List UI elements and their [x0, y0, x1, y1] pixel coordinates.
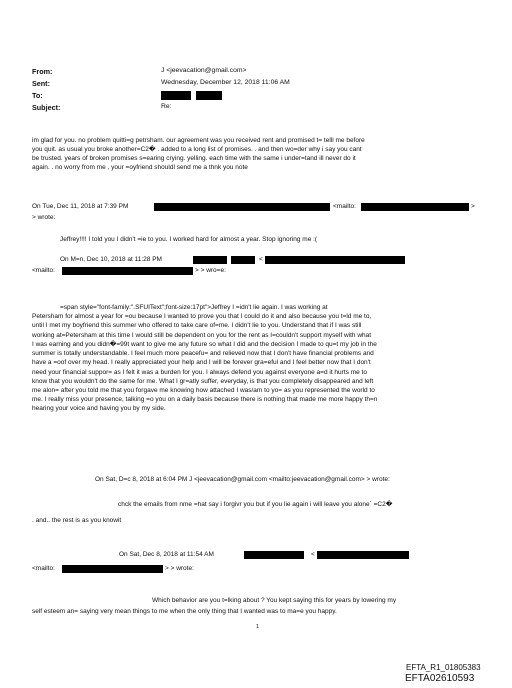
reply-lt: <: [259, 256, 263, 263]
reply-header: On Tue, Dec 11, 2018 at 7:39 PM: [32, 203, 129, 210]
reply-text: . and.. the rest is as you knowit: [32, 517, 122, 524]
paragraph-line: =span style="font-family:".SFUIText";font-size:17pt">Jeffrey I =idn't lie again. I was working at: [60, 304, 328, 311]
reply-header: On M=n, Dec 10, 2018 at 11:28 PM: [60, 256, 162, 263]
redaction-box: [231, 256, 255, 264]
redaction-box: [244, 551, 304, 559]
sent-value: Wednesday, December 12, 2018 11:06 AM: [161, 79, 290, 86]
paragraph-line: Which behavior are you t=lking about ? You kept saying this for years by lowering my: [152, 597, 397, 604]
redaction-box: [317, 551, 409, 559]
redaction-box: [361, 203, 469, 211]
reply-header: On Sat, Dec 8, 2018 at 11:54 AM: [119, 551, 214, 558]
paragraph-line: until I met my boyfriend this summer who offered to take care of=me. I didn't lie to you. Understand that if I was still: [32, 322, 362, 330]
message-paragraph: [32, 303, 377, 414]
body-line: again. . no worry from me , your =oyfriend shouldl send me a thnk you note: [32, 164, 248, 172]
redaction-box: [154, 203, 330, 211]
reply-header: On Sat, D=c 8, 2018 at 6:04 PM J <jeevacation@gmail.com <mailto:jeevacation@gmail.com> > wrote:: [95, 476, 390, 483]
body-line: be trusted. years of broken promises s=earing crying. yelling. each time with the same i under=tand ill never do it: [32, 155, 356, 163]
paragraph-line: I was earning and you didn�=99t want to give me any future so what I did and the decision I made to qu=t my job in the: [32, 340, 377, 348]
reply-lt: <: [311, 551, 315, 558]
redaction-box: [265, 256, 405, 264]
reply-mailto: <mailto:: [32, 267, 55, 274]
paragraph-line: know that you wouldn't do the same for me. What I gr=atly suffer, everyday, is that you completely disappeared and left: [32, 377, 374, 385]
redaction-box: [196, 91, 222, 100]
to-label: To:: [32, 91, 43, 100]
paragraph-line: need your financial suppor= as I felt it was a burden for you. I always defend you against everyone a=d it hurts me to: [32, 368, 367, 376]
page-number: 1: [256, 624, 260, 630]
reply-text: Jeffrey!!!! I told you I didn't =ie to you. I worked hard for almost a year. Stop ignoring me :(: [60, 236, 318, 243]
reply-wrote: > > wro=e:: [195, 267, 226, 274]
body-line: you quit. as usual you broke another=C2� . added to a long list of promises. . and then wo=der why i say you cant: [32, 146, 362, 154]
sent-label: Sent:: [32, 79, 50, 88]
bates-number: EFTA02610593: [405, 673, 475, 684]
paragraph-line: hearing your voice and having you by my side.: [32, 405, 166, 413]
subject-label: Subject:: [32, 103, 61, 112]
redaction-box: [193, 256, 227, 264]
bates-number-secondary: EFTA_R1_01805383: [406, 663, 481, 672]
from-label: From:: [32, 67, 53, 76]
redaction-box: [161, 91, 191, 100]
from-value: J <jeevacation@gmail.com>: [161, 67, 247, 74]
paragraph-line: self esteem an= saying very mean things to me when the only thing that I wanted was to ma=e you happy.: [32, 608, 337, 615]
paragraph-line: me. I really miss your presence, talking =o you on a daily basis because there is nothing that made me more happy th=n: [32, 396, 378, 404]
reply-wrote: > > wrote:: [165, 565, 194, 572]
reply-end: >: [471, 203, 475, 210]
paragraph-line: me alon= after you told me that you forgave me knowing how attached I was/am to yo= as you represented the world to: [32, 386, 375, 394]
redaction-box: [62, 565, 163, 573]
reply-mailto: <mailto:: [333, 203, 356, 210]
redaction-box: [62, 267, 193, 275]
paragraph-line: Petersham for almost a year for =ou because I wanted to prove you that I could do it and also because you t=ld me to,: [32, 313, 372, 321]
subject-value: Re:: [161, 103, 172, 110]
email-body: [32, 136, 365, 172]
body-line: im glad for you. no problem quitti=g petrsham. our agreement was you received rent and promised t= telll me before: [32, 137, 365, 144]
reply-text: chck the emails from nme =hat say i forgivr you but if you lie again i will leave you alone` =C2�: [118, 501, 393, 508]
paragraph-line: have a =oof over my head. I really appreciated your help and I will be forever gra=eful and I feel better now that I don't: [32, 359, 371, 367]
paragraph-line: summer is totally understandable. I feel much more peacefu= and relieved now that I don't have financial problems and: [32, 350, 374, 358]
reply-mailto: <mailto:: [32, 565, 55, 572]
reply-wrote: > wrote:: [32, 214, 56, 221]
paragraph-line: working at=Petersham at this time I would still be dependent on you for the rent as I=couldn't support myself with what: [32, 331, 372, 339]
